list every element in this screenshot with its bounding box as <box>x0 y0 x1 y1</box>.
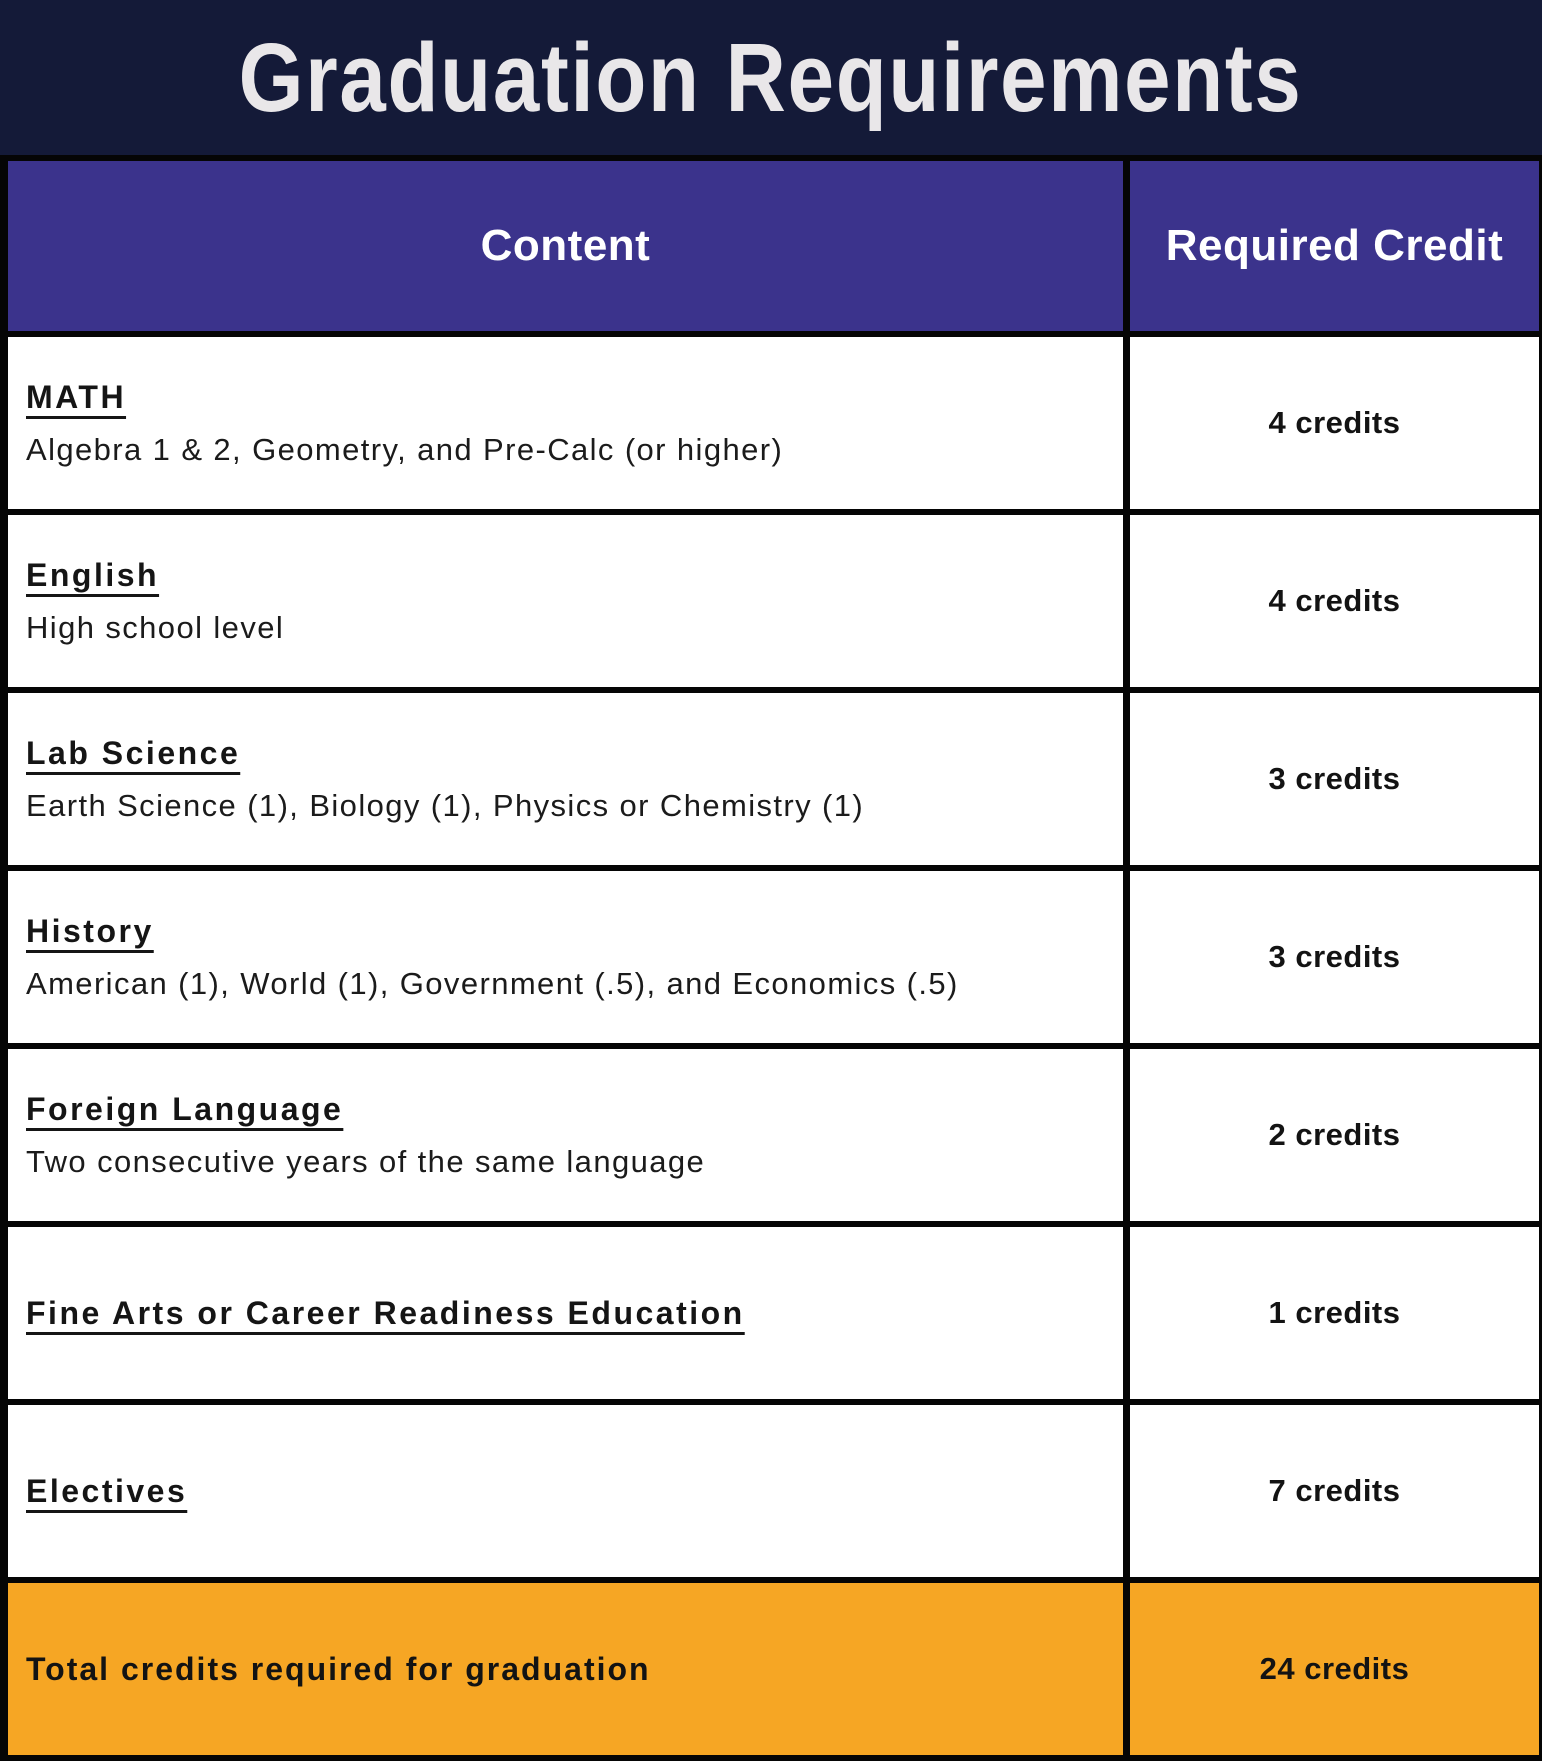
table-row-history <box>8 871 1539 1049</box>
credit-value: 4 credits <box>1268 583 1401 618</box>
total-credit-cell <box>1130 1583 1539 1755</box>
credit-value: 3 credits <box>1268 939 1401 974</box>
subject-heading: History <box>26 912 154 949</box>
table-row-math <box>8 337 1539 515</box>
credit-value: 2 credits <box>1268 1117 1401 1152</box>
table-row-electives <box>8 1405 1539 1583</box>
content-cell <box>8 337 1130 509</box>
content-cell <box>8 515 1130 687</box>
content-cell <box>8 1405 1130 1577</box>
subject-heading: MATH <box>26 378 127 415</box>
credit-value: 4 credits <box>1268 405 1401 440</box>
table-row-foreign-language <box>8 1049 1539 1227</box>
credit-cell <box>1130 693 1539 865</box>
credit-value: 7 credits <box>1268 1473 1401 1508</box>
total-label: Total credits required for graduation <box>26 1650 651 1687</box>
subject-heading: Electives <box>26 1472 188 1509</box>
total-credit-value: 24 credits <box>1259 1651 1410 1686</box>
column-header-content: Content <box>8 161 1130 331</box>
content-cell <box>8 1227 1130 1399</box>
table-row-english <box>8 515 1539 693</box>
credit-cell <box>1130 1227 1539 1399</box>
table-row-lab-science <box>8 693 1539 871</box>
subject-description: Earth Science (1), Biology (1), Physics or Chemistry (1) <box>26 787 865 823</box>
subject-heading: Lab Science <box>26 734 241 771</box>
subject-heading: English <box>26 556 160 593</box>
subject-description: Two consecutive years of the same language <box>26 1143 706 1179</box>
credit-value: 1 credits <box>1268 1295 1401 1330</box>
subject-heading: Foreign Language <box>26 1090 344 1127</box>
content-cell <box>8 693 1130 865</box>
page-title: Graduation Requirements <box>239 22 1303 132</box>
credit-value: 3 credits <box>1268 761 1401 796</box>
subject-description: High school level <box>26 609 285 645</box>
subject-heading: Fine Arts or Career Readiness Education <box>26 1294 745 1331</box>
credit-cell <box>1130 515 1539 687</box>
subject-description: Algebra 1 & 2, Geometry, and Pre-Calc (or higher) <box>26 431 784 467</box>
total-label-cell <box>8 1583 1130 1755</box>
subject-description: American (1), World (1), Government (.5), and Economics (.5) <box>26 965 959 1001</box>
content-cell <box>8 871 1130 1043</box>
graduation-requirements-table <box>0 155 1542 1761</box>
table-header-row <box>8 161 1539 337</box>
credit-cell <box>1130 1405 1539 1577</box>
column-header-required-credit: Required Credit <box>1165 221 1504 270</box>
credit-cell <box>1130 871 1539 1043</box>
credit-cell <box>1130 1049 1539 1221</box>
table-row-fine-arts <box>8 1227 1539 1405</box>
title-band <box>0 0 1542 155</box>
table-total-row <box>8 1583 1539 1755</box>
credit-cell <box>1130 337 1539 509</box>
content-cell <box>8 1049 1130 1221</box>
